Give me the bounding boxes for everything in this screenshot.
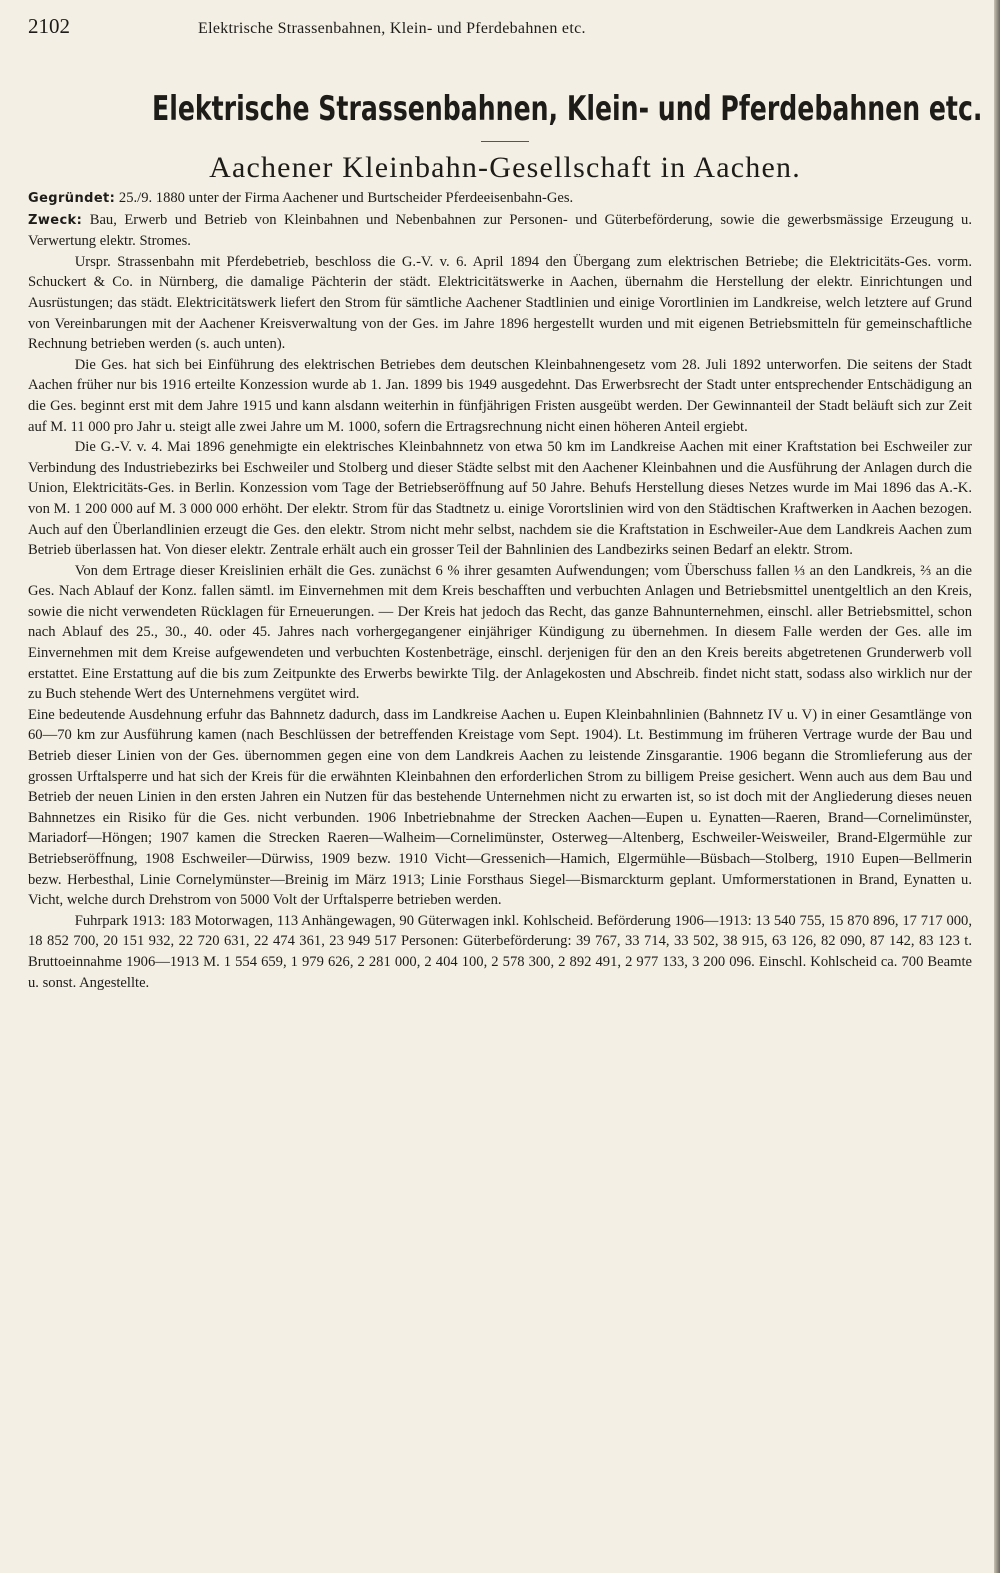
section-title: Elektrische Strassenbahnen, Klein- und Pferdebahnen etc. (152, 89, 983, 129)
founded-paragraph (28, 188, 972, 210)
title-rule (481, 141, 529, 142)
article-body (28, 188, 972, 993)
company-title: Aachener Kleinbahn-Gesellschaft in Aachen. (209, 151, 801, 184)
paragraph-statistics: Fuhrpark 1913: 183 Motorwagen, 113 Anhängewagen, 90 Güterwagen inkl. Kohlscheid. Beförderung 1906—1913: 13 540 755, 15 870 896, 17 717 000, 18 852 700, 20 151 932, 22 720 631, 22 474 361, 23 949 517 Personen: Güterbeförderung: 39 767, 33 714, 33 502, 38 915, 63 126, 82 090, 87 142, 83 123 t. Bruttoeinnahme 1906—1913 M. 1 554 659, 1 979 626, 2 281 000, 2 404 100, 2 578 300, 2 892 491, 2 977 133, 3 200 096. Einschl. Kohlscheid ca. 700 Beamte u. sonst. Angestellte. (28, 912, 972, 991)
purpose-label: Zweck: (28, 212, 83, 228)
paragraph-concession: Die Ges. hat sich bei Einführung des elektrischen Betriebes dem deutschen Kleinbahnengesetz vom 28. Juli 1892 unterworfen. Die seitens der Stadt Aachen früher nur bis 1916 erteilte Konzession wurde ab 1. Jan. 1899 bis 1949 ausgedehnt. Das Erwerbsrecht der Stadt unter entsprechender Entschädigung an die Ges. beginnt erst mit dem Jahre 1915 und kann alsdann weiterhin in fünfjährigen Fristen ausgeübt werden. Der Gewinnanteil der Stadt beläuft sich zur Zeit auf M. 11 000 pro Jahr u. steigt alle zwei Jahre um M. 1000, sofern die Ertragsrechnung nicht einen höheren Anteil ergiebt. (28, 356, 972, 435)
paragraph-network: Die G.-V. v. 4. Mai 1896 genehmigte ein elektrisches Kleinbahnnetz von etwa 50 km im Landkreise Aachen mit einer Kraftstation bei Eschweiler zur Verbindung des Industriebezirks bei Eschweiler und Stolberg und dieser Städte selbst mit den Aachener Kleinbahnen und die Ausführung der Anlagen durch die Union, Elektricitäts-Ges. in Berlin. Konzession vom Tage der Betriebseröffnung auf 50 Jahre. Behufs Herstellung dieses Netzes wurde im Mai 1896 das A.-K. von M. 1 200 000 auf M. 3 000 000 erhöht. Der elektr. Strom für das Stadtnetz u. einige Vorortslinien wird von den Städtischen Kraftwerken in Aachen bezogen. Auch auf den Überlandlinien erzeugt die Ges. den elektr. Strom nicht mehr selbst, nachdem sie die Kraftstation in Eschweiler-Aue dem Landkreis Aachen zum Betrieb überlassen hat. Von dieser elektr. Zentrale erhält auch ein grosser Teil der Bahnlinien des Landbezirks seinen Bedarf an elektr. Strom. (28, 439, 972, 559)
page-edge-shadow (994, 0, 1000, 1573)
purpose-paragraph (28, 210, 972, 252)
founded-text: 25./9. 1880 unter der Firma Aachener und Burtscheider Pferdeeisenbahn-Ges. (118, 190, 574, 206)
purpose-text: Bau, Erwerb und Betrieb von Kleinbahnen und Nebenbahnen zur Personen- und Güterbeförderung, sowie die gewerbsmässige Erzeugung u. Verwertung elektr. Stromes. (28, 211, 972, 250)
paragraph-history: Urspr. Strassenbahn mit Pferdebetrieb, beschloss die G.-V. v. 6. April 1894 den Übergang zum elektrischen Betriebe; die Elektricitäts-Ges. vorm. Schuckert & Co. in Nürnberg, die damalige Pächterin der städt. Elektricitätswerke in Aachen, übernahm die Herstellung der elektr. Einrichtungen und Ausrüstungen; das städt. Elektricitätswerk liefert den Strom für sämtliche Aachener Stadtlinien und einige Vorortlinien im Landkreise, welch letztere auf Grund von Vereinbarungen mit der Aachener Kreisverwaltung von der Ges. im Jahre 1896 hergestellt wurden und mit eigenen Betriebsmitteln für gemeinschaftliche Rechnung betrieben werden (s. auch unten). (28, 253, 972, 353)
running-title: Elektrische Strassenbahnen, Klein- und Pferdebahnen etc. (198, 20, 586, 37)
paragraph-expansion: Eine bedeutende Ausdehnung erfuhr das Bahnnetz dadurch, dass im Landkreise Aachen u. Eupen Kleinbahnlinien (Bahnnetz IV u. V) in einer Gesamtlänge von 60—70 km zur Ausführung kamen (nach Beschlüssen der betreffenden Kreistage vom Sept. 1904). Lt. Bestimmung im früheren Vertrage wurde der Bau und Betrieb dieser Linien von der Ges. übernommen gegen eine von dem Landkreis Aachen zu leistende Zinsgarantie. 1906 begann die Stromlieferung aus der grossen Urftalsperre und hat sich der Kreis für die erwähnten Kleinbahnen den erforderlichen Strom zu billigem Preise gesichert. Wenn auch aus dem Bau und Betrieb der neuen Linien in den ersten Jahren ein Nutzen für das bestehende Unternehmen nicht zu erwarten ist, so ist doch mit der Angliederung dieses neuen Bahnnetzes ein Risiko für die Ges. nicht verbunden. 1906 Inbetriebnahme der Strecken Aachen—Eupen u. Eynatten—Raeren, Brand—Cornelimünster, Mariadorf—Höngen; 1907 kamen die Strecken Raeren—Walheim—Cornelimünster, Osterweg—Altenberg, Eschweiler-Weisweiler, Brand-Elgermühle zur Betriebseröffnung, 1908 Eschweiler—Dürwiss, 1909 bezw. 1910 Vicht—Gressenich—Hamich, Elgermühle—Büsbach—Stolberg, 1910 Eupen—Bellmerin bezw. Herbesthal, Linie Cornelymünster—Breinig im März 1913; Linie Forsthaus Siegel—Bismarckturm geplant. Umformerstationen in Brand, Eynatten u. Vicht, welche durch Drehstrom von 5000 Volt der Urftalsperre betrieben werden. (28, 706, 972, 909)
running-header (28, 14, 982, 44)
paragraph-revenue: Von dem Ertrage dieser Kreislinien erhält die Ges. zunächst 6 % ihrer gesamten Aufwendungen; vom Überschuss fallen ⅓ an den Landkreis, ⅔ an die Ges. Nach Ablauf der Konz. fallen sämtl. im Einvernehmen mit dem Kreis beschafften und verbuchten Anlagen und Betriebsmittel unentgeltlich an den Kreis, sowie die nicht verwendeten Rücklagen für Erneuerungen. — Der Kreis hat jedoch das Recht, das ganze Bahnunternehmen, einschl. aller Betriebsmittel, schon nach Ablauf des 25., 30., 40. oder 45. Jahres nach vorhergegangener einjähriger Kündigung zu übernehmen. In diesem Falle werden der Ges. alle im Einvernehmen mit dem Kreise aufgewendeten und verbuchten Kostenbeträge, einschl. derjenigen für den an den Kreis bereits abgetretenen Grunderwerb voll erstattet. Eine Erstattung auf die bis zum Zeitpunkte des Erwerbs bewirkte Tilg. der Anlagekosten und Abschreib. findet nicht statt, sodass also wirklich nur der zu Buch stehende Wert des Unternehmens vergütet wird. (28, 562, 972, 703)
founded-label: Gegründet: (28, 191, 116, 206)
page-number: 2102 (28, 14, 70, 38)
